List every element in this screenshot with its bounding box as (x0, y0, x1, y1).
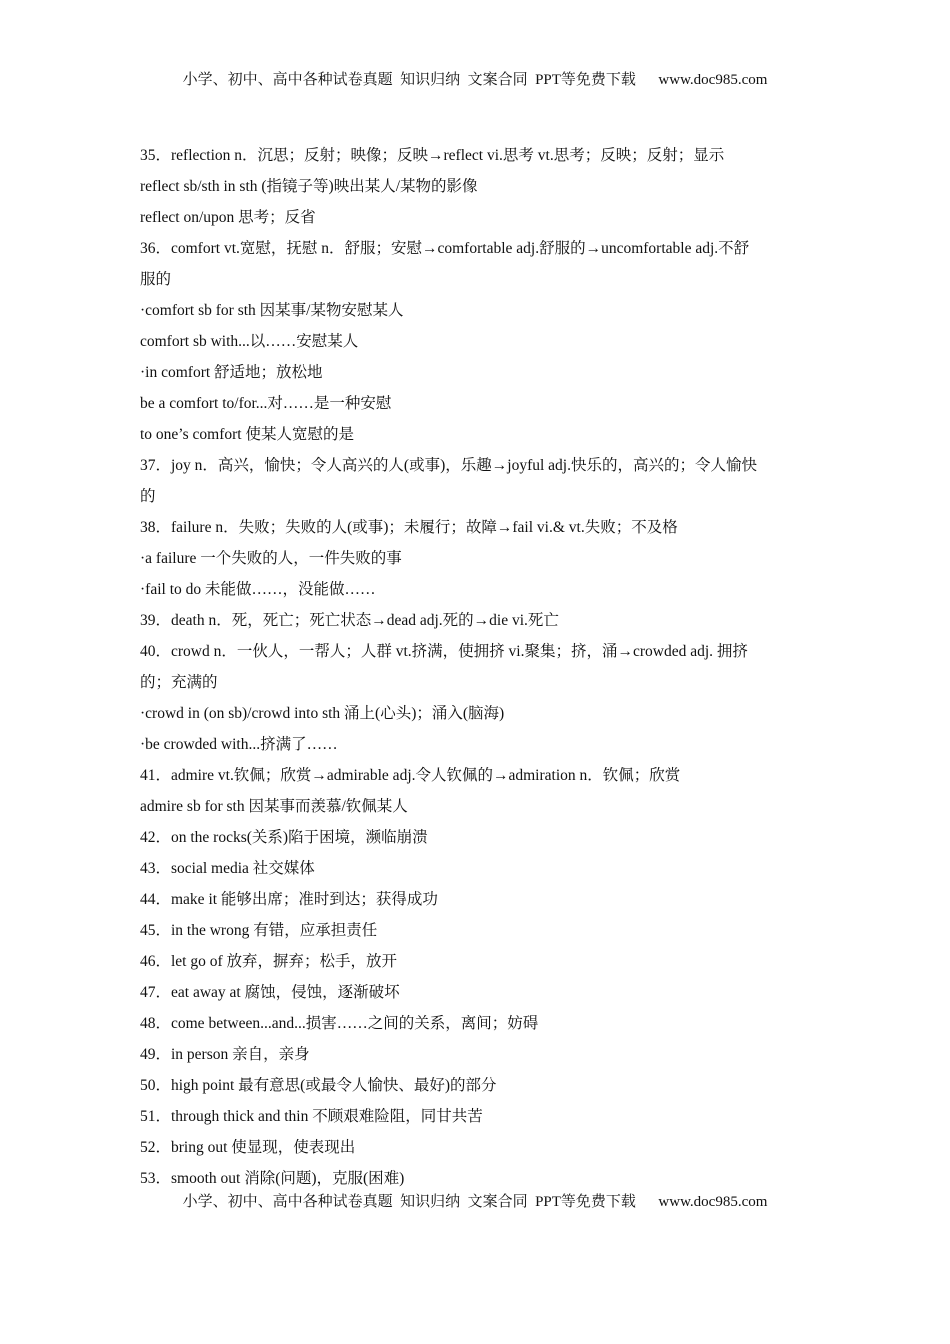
list-item: ·be crowded with...挤满了…… (140, 736, 338, 753)
list-item: 37．joy n．高兴，愉快；令人高兴的人(或事)，乐趣→joyful adj.快乐的，高兴的；令人愉快 (140, 457, 757, 474)
list-item: ·a failure 一个失败的人，一件失败的事 (140, 550, 402, 567)
list-item: comfort sb with...以……安慰某人 (140, 333, 359, 350)
list-item: 的 (140, 488, 156, 505)
list-item: 45．in the wrong 有错，应承担责任 (140, 922, 378, 939)
list-item: ·comfort sb for sth 因某事/某物安慰某人 (140, 302, 404, 319)
list-item: ·in comfort 舒适地；放松地 (140, 364, 323, 381)
list-item: 的；充满的 (140, 674, 218, 691)
list-item: admire sb for sth 因某事而羡慕/钦佩某人 (140, 798, 408, 815)
list-item: 44．make it 能够出席；准时到达；获得成功 (140, 891, 438, 908)
list-item: 46．let go of 放弃，摒弃；松手，放开 (140, 953, 398, 970)
list-item: 41．admire vt.钦佩；欣赏→admirable adj.令人钦佩的→admiration n．钦佩；欣赏 (140, 767, 681, 784)
list-item: to one’s comfort 使某人宽慰的是 (140, 426, 354, 443)
list-item: 服的 (140, 271, 172, 288)
list-item: 47．eat away at 腐蚀，侵蚀，逐渐破坏 (140, 984, 400, 1001)
list-item: reflect on/upon 思考；反省 (140, 209, 316, 226)
list-item: 35．reflection n．沉思；反射；映像；反映→reflect vi.思考 vt.思考；反映；反射；显示 (140, 147, 725, 164)
list-item: 39．death n．死，死亡；死亡状态→dead adj.死的→die vi.死亡 (140, 612, 559, 629)
list-item: 43．social media 社交媒体 (140, 860, 315, 877)
page-header: 小学、初中、高中各种试卷真题 知识归纳 文案合同 PPT等免费下载 www.doc985.com (182, 72, 768, 88)
list-item: reflect sb/sth in sth (指镜子等)映出某人/某物的影像 (140, 178, 478, 195)
list-item: 48．come between...and...损害……之间的关系，离间；妨碍 (140, 1015, 539, 1032)
list-item: 49．in person 亲自，亲身 (140, 1046, 310, 1063)
list-item: 53．smooth out 消除(问题)，克服(困难) (140, 1170, 405, 1187)
list-item: 51．through thick and thin 不顾艰难险阻，同甘共苦 (140, 1108, 483, 1125)
list-item: ·fail to do 未能做……，没能做…… (140, 581, 376, 598)
list-item: 42．on the rocks(关系)陷于困境，濒临崩溃 (140, 829, 428, 846)
list-item: 40．crowd n．一伙人，一帮人；人群 vt.挤满，使拥挤 vi.聚集；挤，涌→crowded adj. 拥挤 (140, 643, 748, 660)
page-footer: 小学、初中、高中各种试卷真题 知识归纳 文案合同 PPT等免费下载 www.doc985.com (182, 1194, 768, 1210)
vocabulary-list (140, 140, 812, 1194)
list-item: 38．failure n．失败；失败的人(或事)；未履行；故障→fail vi.& vt.失败；不及格 (140, 519, 678, 536)
list-item: 52．bring out 使显现，使表现出 (140, 1139, 356, 1156)
list-item: 50．high point 最有意思(或最令人愉快、最好)的部分 (140, 1077, 497, 1094)
list-item: 36．comfort vt.宽慰，抚慰 n．舒服；安慰→comfortable adj.舒服的→uncomfortable adj.不舒 (140, 240, 750, 257)
list-item: be a comfort to/for...对……是一种安慰 (140, 395, 392, 412)
list-item: ·crowd in (on sb)/crowd into sth 涌上(心头)；涌入(脑海) (140, 705, 505, 722)
